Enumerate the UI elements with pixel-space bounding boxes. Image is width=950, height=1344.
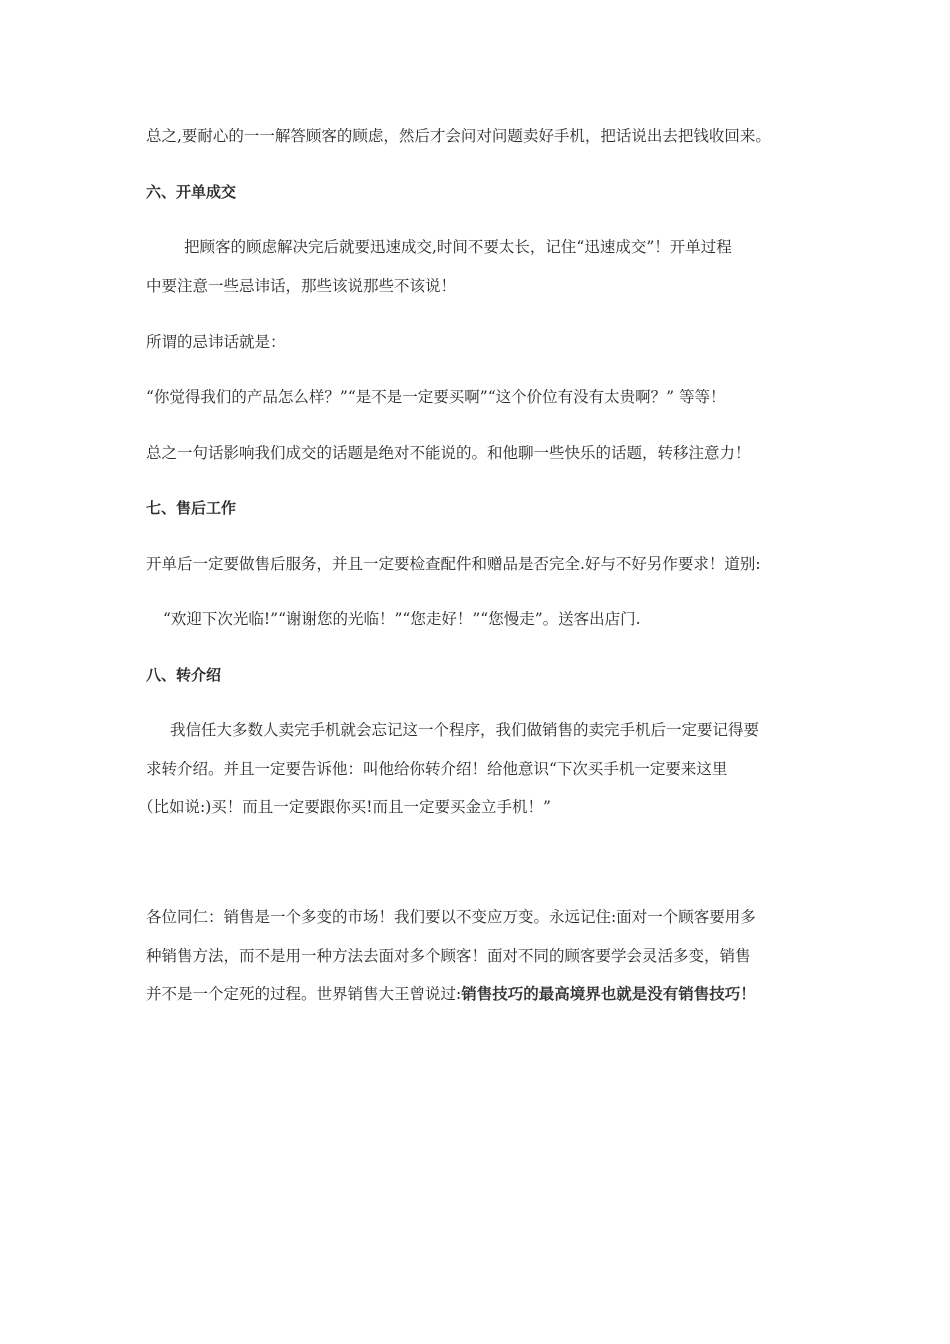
section-8-line: 我信任大多数人卖完手机就会忘记这一个程序，我们做销售的卖完手机后一定要记得要 xyxy=(170,721,760,739)
closing-line: 种销售方法，而不是用一种方法去面对多个顾客！面对不同的顾客要学会灵活多变，销售 xyxy=(146,947,751,965)
closing-emphasis: 销售技巧的最高境界也就是没有销售技巧！ xyxy=(461,985,756,1003)
section-6-line: “你觉得我们的产品怎么样？”“是不是一定要买啊”“这个价位有没有太贵啊？” 等等！ xyxy=(146,388,726,406)
section-7-line: “欢迎下次光临!”“谢谢您的光临！”“您走好！”“您慢走”。送客出店门. xyxy=(163,610,641,628)
section-6-line: 所谓的忌讳话就是： xyxy=(146,333,286,351)
section-7-line: 开单后一定要做售后服务，并且一定要检查配件和赠品是否完全.好与不好另作要求！道别: xyxy=(146,555,761,573)
closing-text: 并不是一个定死的过程。世界销售大王曾说过: xyxy=(146,985,462,1003)
closing-line-final xyxy=(146,983,756,1005)
section-8-line: 求转介绍。并且一定要告诉他：叫他给你转介绍！给他意识“下次买手机一定要来这里 xyxy=(146,760,728,778)
section-6-line: 总之一句话影响我们成交的话题是绝对不能说的。和他聊一些快乐的话题，转移注意力！ xyxy=(146,444,751,462)
section-6-line: 中要注意一些忌讳话，那些该说那些不该说！ xyxy=(146,277,457,295)
section-6-heading: 六、开单成交 xyxy=(146,183,237,201)
closing-line: 各位同仁：销售是一个多变的市场！我们要以不变应万变。永远记住:面对一个顾客要用多 xyxy=(146,908,756,926)
section-7-heading: 七、售后工作 xyxy=(146,499,237,517)
section-8-line: （比如说:)买！而且一定要跟你买!而且一定要买金立手机！” xyxy=(138,798,551,816)
section-8-heading: 八、转介绍 xyxy=(146,666,222,684)
section-6-line: 把顾客的顾虑解决完后就要迅速成交,时间不要太长，记住“迅速成交”！开单过程 xyxy=(184,238,732,256)
intro-paragraph: 总之,要耐心的一一解答顾客的顾虑，然后才会问对问题卖好手机，把话说出去把钱收回来。 xyxy=(146,127,771,145)
